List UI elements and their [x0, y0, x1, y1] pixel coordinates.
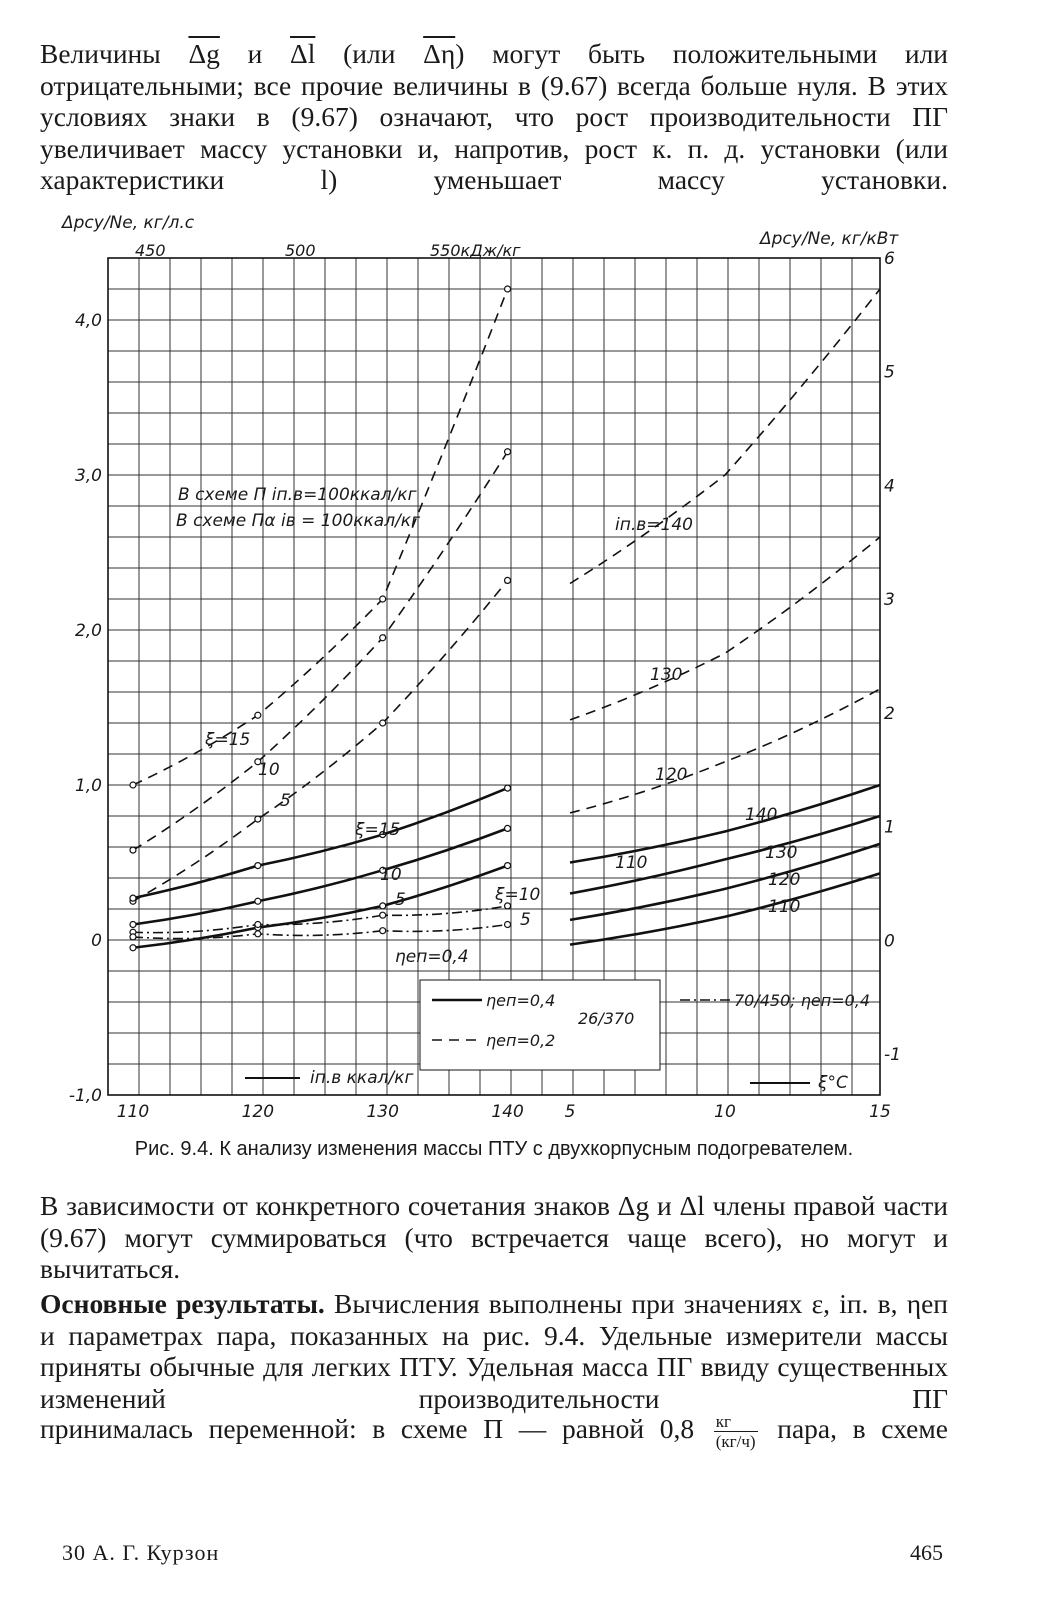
curve-marker [130, 922, 136, 928]
curve-line [570, 785, 880, 863]
top-tick-label: 450 [135, 241, 166, 260]
paragraph-3-text: Вычисления выполнены при значениях ε, iп. в, ηеп и параметрах пара, показанных на рис. 9.4. Удельные измерители массы приняты обычные для легких ПТУ. Удельная масса ПГ ввиду существенных изменений производительности ПГ [40, 1288, 949, 1414]
curve-marker [505, 449, 511, 455]
curve-line [570, 289, 880, 584]
figure-caption: Рис. 9.4. К анализу изменения массы ПТУ с двухкорпусным подогревателем. [134, 1138, 854, 1160]
curve-marker [380, 928, 386, 934]
y-right-tick-label: 2 [884, 703, 895, 724]
curve-marker [255, 898, 261, 904]
curve-marker [130, 895, 136, 901]
top-tick-label: 500 [285, 241, 316, 260]
y-right-tick-label: 1 [884, 817, 895, 838]
delta-eta-symbol: $\overline{\Delta\eta}$ [423, 38, 456, 69]
x-left-axis-label: iп.в ккал/кг [310, 1068, 414, 1088]
curve-marker [130, 945, 136, 951]
curve-annotation: ξ=10 [495, 885, 541, 905]
y-left-tick-label: 2,0 [74, 621, 102, 641]
curve-marker [255, 931, 261, 937]
y-left-tick-label: 3,0 [74, 466, 102, 486]
top-tick-label: 550кДж/кг [430, 241, 521, 260]
curve-marker [255, 863, 261, 869]
curve-annotation: 5 [280, 791, 291, 811]
curve-marker [380, 596, 386, 602]
curve-annotation: 110 [768, 897, 801, 917]
unit-fraction [714, 1412, 758, 1451]
curve-annotation: В схеме П iп.в=100ккал/кг [178, 485, 417, 505]
paragraph-3 [40, 1288, 948, 1414]
results-heading: Основные результаты. [40, 1288, 325, 1319]
curve-marker [505, 922, 511, 928]
y-right-tick-label: 3 [884, 590, 895, 611]
curve-annotation: iп.в=140 [615, 515, 693, 535]
curve-marker [380, 903, 386, 909]
para1-word: Величины [40, 38, 161, 69]
curve-line [133, 788, 508, 898]
curve-annotation: 120 [655, 765, 688, 785]
y-left-tick-label: -1,0 [68, 1086, 102, 1106]
x-right-tick-label: 15 [869, 1102, 891, 1122]
left-axis-title: Δpсу/Ne, кг/л.с [62, 213, 195, 233]
curve-annotation: 120 [768, 870, 801, 890]
curve-annotation: 110 [615, 853, 648, 873]
curve-marker [380, 720, 386, 726]
curve-marker [380, 635, 386, 641]
curve-marker [505, 577, 511, 583]
x-right-tick-label: 10 [714, 1102, 736, 1122]
curve-line [133, 828, 508, 924]
right-axis-title: Δpсу/Ne, кг/кВт [760, 229, 899, 249]
x-left-tick-label: 110 [116, 1102, 150, 1122]
curve-marker [505, 863, 511, 869]
paragraph-4-tail: пара, в схеме [777, 1412, 948, 1444]
fraction-denominator: (кг/ч) [715, 1432, 756, 1451]
x-right-axis-label: ξ°C [818, 1073, 848, 1093]
curve-marker [505, 785, 511, 791]
para1-word: и [247, 38, 263, 69]
para1-word: (или [343, 38, 396, 69]
y-left-tick-label: 0 [91, 931, 102, 951]
x-left-tick-label: 140 [491, 1102, 524, 1122]
curve-marker [255, 712, 261, 718]
curve-annotation: ξ=15 [355, 820, 401, 840]
x-left-tick-label: 120 [241, 1102, 275, 1122]
curve-marker [380, 912, 386, 918]
delta-l-symbol: $\overline{\Delta l}$ [290, 38, 316, 69]
x-right-tick-label: 5 [564, 1102, 576, 1122]
curve-annotation: 5 [395, 890, 406, 910]
curve-line [133, 580, 508, 901]
curve-marker [130, 934, 136, 940]
x-left-tick-label: 130 [366, 1102, 399, 1122]
curve-annotation: В схеме Пα iв = 100ккал/кг [176, 511, 421, 531]
curve-annotation: 10 [380, 865, 402, 885]
curve-marker [130, 782, 136, 788]
y-right-tick-label: 6 [884, 249, 895, 269]
y-right-tick-label: 4 [884, 476, 895, 497]
y-right-tick-label: 5 [884, 362, 895, 383]
curve-annotation: 140 [745, 805, 778, 825]
chart-grid [108, 258, 880, 1095]
curve-annotation: ξ=15 [205, 730, 251, 750]
y-right-tick-label: 0 [884, 931, 895, 952]
curve-marker [505, 825, 511, 831]
y-right-tick-label: -1 [884, 1045, 901, 1066]
paragraph-4 [40, 1412, 948, 1451]
curve-annotation: 5 [520, 910, 531, 930]
curve-marker [255, 922, 261, 928]
legend-label: 70/450; ηеп=0,4 [734, 991, 871, 1010]
curve-annotation: 130 [650, 665, 683, 685]
curve-line [133, 925, 508, 939]
delta-g-symbol: $\overline{\Delta g}$ [188, 38, 220, 69]
chart-frame [108, 258, 880, 1095]
y-left-tick-label: 4,0 [74, 311, 102, 331]
fraction-numerator: кг [714, 1412, 758, 1432]
footer-signature: 30 А. Г. Курзон [62, 1540, 220, 1565]
legend-label: ηеп=0,4 [486, 991, 556, 1010]
legend-label: ηеп=0,2 [486, 1031, 556, 1050]
curve-annotation: 10 [258, 760, 280, 780]
paragraph-4-text: принималась переменной: в схеме П — равной 0,8 [40, 1412, 695, 1444]
curve-annotation: 130 [765, 843, 798, 863]
paragraph-2: В зависимости от конкретного сочетания знаков Δg и Δl члены правой части (9.67) могут суммироваться (что встречается чаще всего), но могут и вычитаться. [40, 1190, 948, 1284]
y-left-tick-label: 1,0 [74, 776, 102, 796]
curve-marker [130, 847, 136, 853]
legend-label: 26/370 [578, 1009, 635, 1028]
page-number: 465 [910, 1540, 943, 1565]
curve-marker [255, 816, 261, 822]
para1-text: ) могут быть положительными или отрицательными; все прочие величины в (9.67) всегда больше нуля. В этих условиях знаки в (9.67) означают, что рост производительности ПГ увеличивает массу установки и, напротив, рост к. п. д. установки (или характеристики l) уменьшает массу установки. [40, 38, 949, 195]
curve-marker [505, 286, 511, 292]
curve-annotation: ηеп=0,4 [395, 947, 469, 967]
curve-line [570, 689, 880, 813]
